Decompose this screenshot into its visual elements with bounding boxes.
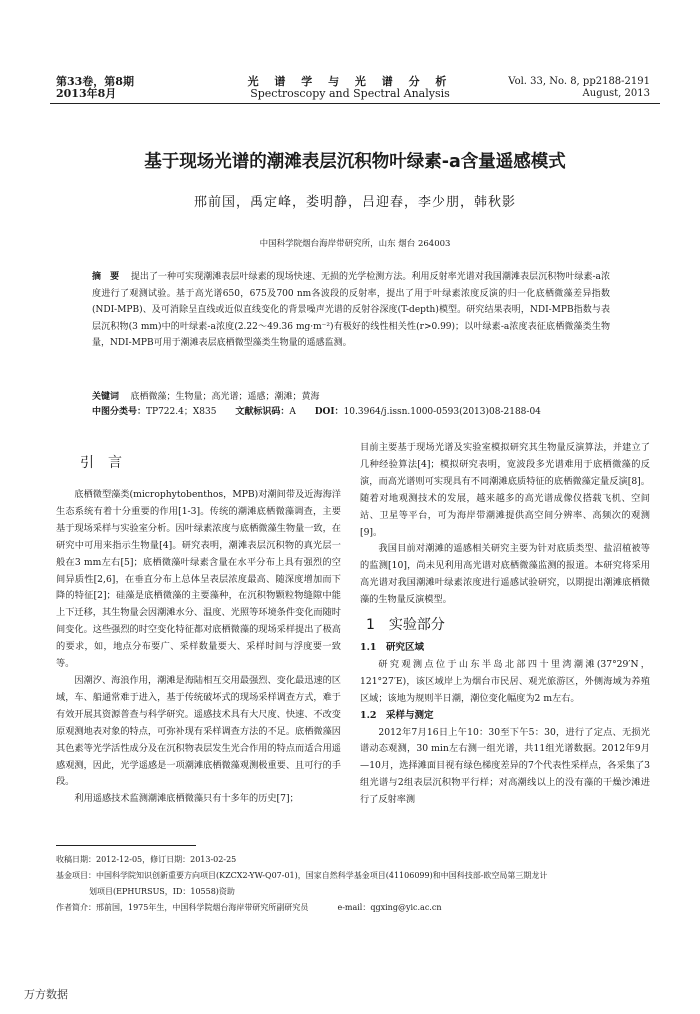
body-paragraph: 研究观测点位于山东半岛北部四十里湾潮滩(37°29′N，121°27′E)，该区域岸上为烟台市民居、观光旅游区，外侧海域为养殖区域；该地为规则半日潮，潮位变化幅度为2 m左右。 (360, 658, 650, 704)
funding: 基金项目：中国科学院知识创新重要方向项目(KZCX2-YW-Q07-01)，国家自然科学基金项目(41106099)和中国科技部-欧空局第三期龙计 (56, 871, 548, 880)
intro-paragraph: 底栖微型藻类(microphytobenthos，MPB)对潮间带及近海海洋生态系统有着十分重要的作用[1-3]。传统的潮滩底栖微藻调查，主要基于现场采样与实验室分析。因叶绿素浓度与底栖微藻生物量一致，在研究中可用来指示生物量[4]。研究表明，潮滩表层沉积物的真光层一般在3 mm左右[5]；底栖微藻叶绿素含量在水平分布上具有强烈的空间异质性[2,6]，在垂直分布上总体呈表层浓度最高、随深度增加而下降的特征[2]；硅藻是底栖微藻的主要藻种，在沉积物颗粒物缝隙中能上下迁移，其生物量会因潮滩水分、温度、光照等环境条件变化而随时间变化。这些强烈的时空变化特征都对底栖微藻的现场采样提出了极高的要求，如，地点分布要广、采样数量要大、采样时间与浮度要一致等。 (56, 489, 341, 670)
clc-value: TP722.4；X835 (146, 407, 217, 417)
author-intro (56, 900, 656, 916)
intro-body (56, 487, 341, 808)
footnote-divider (56, 845, 196, 846)
author-list: 邢前国，禹定峰，娄明静，吕迎春，李少朋，韩秋影 (193, 195, 516, 210)
author-intro-text: 作者简介：邢前国，1975年生，中国科学院烟台海岸带研究所副研究员 (56, 903, 309, 912)
received-date: 收稿日期：2012-12-05，修订日期：2013-02-25 (56, 855, 237, 864)
journal-cn: 光 谱 学 与 光 谱 分 析 (247, 75, 453, 88)
body-paragraph: 2012年7月16日上午10：30至下午5：30，进行了定点、无损光谱动态观测，30 min左右测一组光谱，共11组光谱数据。2012年9月—10月，选择滩面目视有绿色梯度差异的7个代表性采样点，各采集了3组光谱与2组表层沉积物平行样；对高潮线以上的没有藻的干燥沙滩进行了反射率测 (360, 726, 650, 806)
abstract-label: 摘 要 (92, 272, 120, 282)
intro-paragraph: 因潮汐、海浪作用，潮滩是海陆相互交用最强烈、变化最迅速的区域，车、船通常难于进入，基于传统破坏式的现场采样调查方式，难于有效开展其资源普查与科学研究。遥感技术具有大尺度、快速、不改变原观测地表对象的特点，可弥补现有采样调查方法的不足。底栖微藻因其色素等光学活性成分及在沉积物表层发生光合作用的特点而适合用遥感观测，因此，光学遥感是一项潮滩底栖微藻观测极重要、且可行的手段。 (56, 674, 341, 788)
header-journal (200, 76, 500, 100)
doi (315, 407, 541, 417)
date-en: August, 2013 (582, 88, 650, 99)
keywords-text: 底栖微藻；生物量；高光谱；遥感；潮滩；黄海 (130, 392, 320, 402)
doc-label: 文献标识码： (235, 407, 290, 417)
subsection-1-2-heading: 1.2 采样与测定 (360, 709, 434, 721)
doc-code (235, 407, 296, 417)
doi-label: DOI： (314, 407, 344, 417)
volume-cn: 第33卷，第8期 (56, 75, 134, 88)
journal-en: Spectroscopy and Spectral Analysis (250, 87, 450, 100)
classification-row (92, 405, 652, 420)
header-volume-en (508, 76, 650, 100)
intro-heading: 引 言 (80, 455, 122, 471)
affiliation: 中国科学院烟台海岸带研究所，山东 烟台 264003 (259, 239, 451, 249)
section-1-heading: 1 实验部分 (366, 617, 445, 634)
paper-title: 基于现场光谱的潮滩表层沉积物叶绿素-a含量遥感模式 (144, 152, 566, 172)
volume-en: Vol. 33, No. 8, pp2188-2191 (508, 76, 650, 87)
subsection-1-1-heading: 1.1 研究区域 (360, 641, 425, 653)
intro-paragraph: 利用遥感技术监测潮滩底栖微藻只有十多年的历史[7]； (74, 793, 299, 805)
abstract (92, 269, 610, 352)
clc (92, 407, 216, 417)
doc-value: A (289, 407, 296, 417)
header-volume (56, 76, 134, 100)
keywords (92, 390, 632, 405)
right-column (360, 440, 650, 809)
footnotes (56, 852, 656, 916)
header-divider (50, 103, 660, 104)
date-cn: 2013年8月 (56, 87, 117, 100)
keywords-label: 关键词 (92, 392, 120, 402)
clc-label: 中图分类号： (92, 407, 147, 417)
abstract-text: 提出了一种可实现潮滩表层叶绿素的现场快速、无损的光学检测方法。利用反射率光谱对我国潮滩表层沉积物叶绿素-a浓度进行了观测试验。基于高光谱650，675及700 nm各波段的反射率，提出了用于叶绿素浓度反演的归一化底栖微藻差异指数(NDI-MPB)、及可消除呈直线或近似直线变化的背景噪声光谱的反射谷深度(T-depth)模型。研究结果表明，NDI-MPB指数与表层沉积物(3 mm)中的叶绿素-a浓度(2.22～49.36 mg·m⁻²)有极好的线性相关性(r>0.99)；以叶绿素-a浓度表征底栖微藻类生物量，NDI-MPB可用于潮滩表层底栖微型藻类生物量的遥感监测。 (92, 272, 610, 348)
body-paragraph: 我国目前对潮滩的遥感相关研究主要为针对底质类型、盐沼植被等的监测[10]，尚未见利用高光谱对底栖微藻监测的报道。本研究将采用高光谱对我国潮滩叶绿素浓度进行遥感试验研究，以期提出潮滩底栖微藻的生物量反演模型。 (360, 543, 650, 606)
wanfang-watermark: 万方数据 (24, 988, 68, 1001)
body-paragraph: 目前主要基于现场光谱及实验室模拟研究其生物量反演算法，并建立了几种经验算法[4]；模拟研究表明，宽波段多光谱难用于底栖微藻的反演，而高光谱则可实现具有不同潮滩底质特征的底栖微藻定量反演[8]。随着对地观测技术的发展，越来越多的高光谱成像仪搭载飞机、空间站、卫星等平台，可为海岸带潮滩提供高空间分辨率、高频次的观测[9]。 (360, 442, 650, 538)
funding-cont: 划项目(EPHURSUS，ID：10558)资助 (89, 887, 235, 896)
author-email: e-mail：qgxing@yic.ac.cn (337, 903, 442, 912)
doi-value: 10.3964/j.issn.1000-0593(2013)08-2188-04 (343, 407, 541, 417)
